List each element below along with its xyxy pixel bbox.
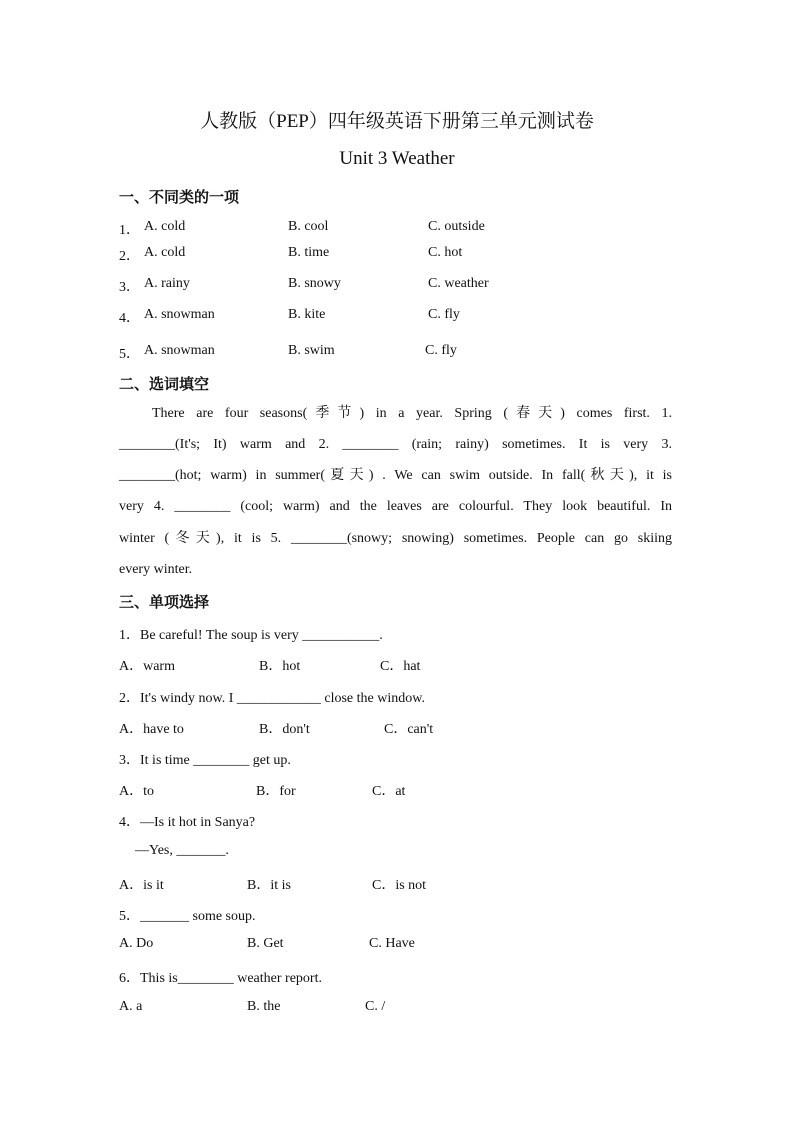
option-b: B. Get: [247, 936, 284, 951]
option-a: A. cold: [144, 245, 186, 260]
question-text: 4．—Is it hot in Sanya?: [119, 815, 256, 830]
question-text: 3．It is time ________ get up.: [119, 753, 291, 768]
option-b: B．it is: [247, 878, 291, 893]
page-subtitle: Unit 3 Weather: [339, 148, 455, 169]
option-b: B. cool: [288, 219, 329, 234]
option-b: B．don't: [259, 722, 310, 737]
question-number: 1．: [119, 223, 140, 238]
question-text: 1．Be careful! The soup is very ___________.: [119, 628, 383, 643]
option-c: C．is not: [372, 878, 427, 893]
option-b: B．hot: [259, 659, 301, 674]
section-3-heading: 三、单项选择: [119, 593, 210, 611]
passage-line: ________(It's; It) warm and 2. ________ (rain; rainy) sometimes. It is very 3.: [119, 437, 672, 452]
option-c: C．hat: [380, 659, 421, 674]
option-c: C. fly: [428, 307, 460, 322]
option-a: A. Do: [119, 936, 154, 951]
section-1-heading: 一、不同类的一项: [119, 188, 240, 206]
question-number: 5．: [119, 347, 140, 362]
option-a: A．warm: [119, 659, 175, 674]
option-a: A. a: [119, 999, 143, 1014]
question-text: 6．This is________ weather report.: [119, 971, 322, 986]
passage-line: very 4. ________ (cool; warm) and the leaves are colourful. They look beautiful. In: [119, 499, 672, 514]
option-c: C. outside: [428, 219, 485, 234]
option-c: C. weather: [428, 276, 489, 291]
question-number: 3．: [119, 280, 140, 295]
option-b: B. kite: [288, 307, 326, 322]
question-text: 5．_______ some soup.: [119, 909, 256, 924]
passage-line: ________(hot; warm) in summer(夏天) . We can swim outside. In fall(秋天), it is: [119, 468, 672, 483]
question-number: 2．: [119, 249, 140, 264]
question-text: 2．It's windy now. I ____________ close the window.: [119, 691, 425, 706]
page-title: 人教版（PEP）四年级英语下册第三单元测试卷: [200, 111, 594, 132]
option-a: A. rainy: [144, 276, 190, 291]
question-number: 4．: [119, 311, 140, 326]
option-a: A．have to: [119, 722, 184, 737]
option-c: C．can't: [384, 722, 434, 737]
option-c: C. /: [365, 999, 386, 1014]
option-b: B．for: [256, 784, 296, 799]
section-2-heading: 二、选词填空: [119, 375, 210, 393]
option-a: A. cold: [144, 219, 186, 234]
option-a: A．to: [119, 784, 154, 799]
option-a: A. snowman: [144, 307, 215, 322]
option-c: C. Have: [369, 936, 415, 951]
option-c: C．at: [372, 784, 406, 799]
option-c: C. fly: [425, 343, 457, 358]
passage-line: There are four seasons(季节) in a year. Spring (春天) comes first. 1.: [152, 406, 672, 421]
option-c: C. hot: [428, 245, 463, 260]
passage-line: winter (冬天), it is 5. ________(snowy; snowing) sometimes. People can go skiing: [119, 531, 672, 546]
option-a: A. snowman: [144, 343, 215, 358]
passage-line: every winter.: [119, 562, 193, 577]
option-b: B. snowy: [288, 276, 341, 291]
option-b: B. time: [288, 245, 330, 260]
option-a: A．is it: [119, 878, 164, 893]
answer-line: —Yes, _______.: [135, 843, 229, 858]
option-b: B. the: [247, 999, 281, 1014]
option-b: B. swim: [288, 343, 335, 358]
